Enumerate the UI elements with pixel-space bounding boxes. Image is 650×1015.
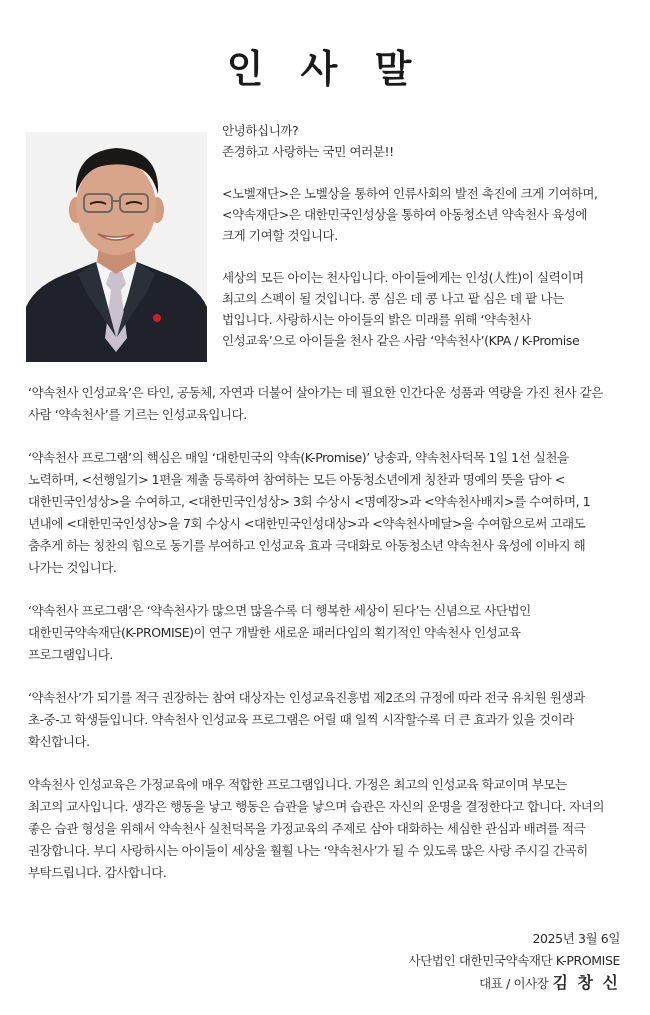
text-line: 최고의 스펙이 될 것입니다. 콩 심은 데 콩 나고 팥 심은 데 팥 나는 [222, 291, 564, 306]
text-line: 인성교육’으로 아이들을 천사 같은 사람 ‘약속천사’(KPA / K-Promise [222, 333, 580, 348]
text-line: 좋은 습관 형성을 위해서 약속천사 실천덕목을 가정교육의 주제로 삼아 대화하는 세심한 관심과 배려를 적극 [28, 821, 586, 836]
text-line: 프로그램입니다. [28, 647, 113, 662]
text-line: 초-중-고 학생들입니다. 약속천사 인성교육 프로그램은 어릴 때 일찍 시작할수록 더 큰 효과가 있을 것이라 [28, 712, 574, 727]
text-line: 부탁드립니다. 감사합니다. [28, 865, 167, 880]
text-line: <약속재단>은 대한민국인성상을 통하여 아동청소년 약속천사 육성에 [222, 207, 587, 222]
sign-date: 2025년 3월 6일 [532, 931, 620, 946]
page-title: 인 사 말 [226, 47, 424, 91]
text-line: ‘약속천사 프로그램’은 ‘약속천사가 많으면 많을수록 더 행복한 세상이 된다’는 신념으로 사단법인 [28, 603, 531, 618]
greeting-line: 존경하고 사랑하는 국민 여러분!! [222, 144, 394, 159]
greeting-paragraph [222, 120, 632, 162]
text-line: 대한민국인성상>을 수여하고, <대한민국인성상> 3회 수상시 <명예장>과 <약속천사배지>를 수여하며, 1 [28, 494, 591, 509]
body-paragraph [28, 774, 632, 884]
text-line: 춤추게 하는 칭찬의 힘으로 동기를 부여하고 인성교육 효과 극대화로 아동청소년 약속천사 육성에 이바지 해 [28, 538, 586, 553]
body-paragraph [28, 447, 632, 579]
portrait-illustration [26, 132, 207, 362]
text-line: 크게 기여할 것입니다. [222, 228, 338, 243]
text-line: 약속천사 인성교육은 가정교육에 매우 적합한 프로그램입니다. 가정은 최고의 인성교육 학교이며 부모는 [28, 777, 567, 792]
sign-organization: 사단법인 대한민국약속재단 K-PROMISE [408, 953, 620, 968]
portrait-photo [26, 132, 207, 362]
text-line: 사람 ‘약속천사’를 기르는 인성교육입니다. [28, 407, 247, 422]
sign-role: 대표 / 이사장 [479, 976, 549, 991]
text-line: ‘약속천사 인성교육’은 타인, 공동체, 자연과 더불어 살아가는 데 필요한 인간다운 성품과 역량을 가진 천사 같은 [28, 385, 603, 400]
text-line: 노력하며, <선행일기> 1편을 제출 등록하여 참여하는 모든 아동청소년에게 칭찬과 명예의 뜻을 담아 < [28, 472, 565, 487]
body-paragraph [28, 382, 632, 426]
text-line: 년내에 <대한민국인성상>을 7회 수상시 <대한민국인성대상>과 <약속천사메달>을 수여함으로써 고래도 [28, 516, 586, 531]
text-line: 나가는 것입니다. [28, 560, 117, 575]
text-line: 세상의 모든 아이는 천사입니다. 아이들에게는 인성(人性)이 실력이며 [222, 270, 584, 285]
body-text [28, 382, 632, 905]
lapel-pin [153, 314, 161, 322]
sign-name: 김 창 신 [552, 973, 620, 992]
text-line: 권장합니다. 부디 사랑하시는 아이들이 세상을 훨훨 나는 ‘약속천사’가 될 수 있도록 많은 사랑 주시길 간곡히 [28, 843, 588, 858]
signature-block [409, 928, 620, 995]
intro-paragraph [222, 183, 632, 246]
sign-signer [409, 972, 620, 995]
text-line: ‘약속천사’가 되기를 적극 권장하는 참여 대상자는 인성교육진흥법 제2조의 규정에 따라 전국 유치원 원생과 [28, 690, 585, 705]
text-line: ‘약속천사 프로그램’의 핵심은 매일 ‘대한민국의 약속(K-Promise)’ 낭송과, 약속천사덕목 1일 1선 실천을 [28, 450, 569, 465]
intro-text [222, 120, 632, 351]
text-line: 대한민국약속재단(K-PROMISE)이 연구 개발한 새로운 패러다임의 획기적인 약속천사 인성교육 [28, 625, 521, 640]
intro-paragraph [222, 267, 632, 351]
text-line: <노벨재단>은 노벨상을 통하여 인류사회의 발전 촉진에 크게 기여하며, [222, 186, 598, 201]
text-line: 확신합니다. [28, 734, 90, 749]
text-line: 법입니다. 사랑하시는 아이들의 밝은 미래를 위해 ‘약속천사 [222, 312, 531, 327]
greeting-line: 안녕하십니까? [222, 123, 299, 138]
text-line: 최고의 교사입니다. 생각은 행동을 낳고 행동은 습관을 낳으며 습관은 자신의 운명을 결정한다고 합니다. 자녀의 [28, 799, 604, 814]
body-paragraph [28, 600, 632, 666]
body-paragraph [28, 687, 632, 753]
